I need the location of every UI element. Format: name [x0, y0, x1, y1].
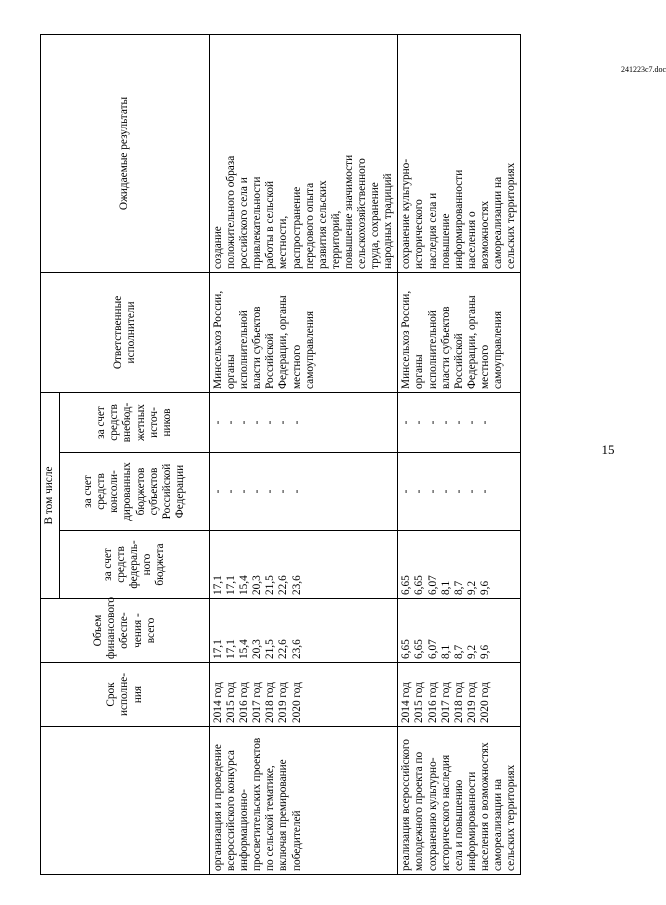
header-row-1	[41, 34, 60, 874]
regional-value: -	[465, 489, 478, 494]
total-value: 21,5	[264, 639, 277, 659]
page-number: 15	[601, 442, 615, 457]
total-value: 17,1	[212, 639, 224, 659]
cell-total	[210, 599, 398, 663]
extrabudget-value: -	[264, 420, 277, 425]
cell-executors	[210, 272, 398, 392]
header-extrabudget: за счет средств внебюд-жетных источ-ников	[60, 392, 210, 452]
cell-results	[398, 34, 521, 272]
text-line: исторического наследия	[439, 754, 452, 871]
text-line: информированности	[465, 771, 478, 871]
text-line: возможностях	[478, 200, 491, 269]
text-line: Российской	[452, 333, 465, 389]
total-value: 9,2	[465, 644, 478, 659]
extrabudget-value: -	[277, 420, 290, 425]
text-line: Минсельхоз России,	[400, 290, 413, 389]
text-line: молодежного проекта по	[413, 751, 426, 871]
text-line: сельских территориях	[505, 764, 518, 871]
regional-value: -	[264, 489, 277, 494]
text-line: российского села и	[238, 177, 251, 269]
text-line: самореализации на	[491, 176, 504, 269]
text-line: по сельской тематике,	[264, 765, 277, 871]
regional-value: -	[478, 489, 491, 494]
regional-value: -	[400, 489, 413, 494]
text-line: органы	[413, 354, 426, 389]
header-results: Ожидаемые результаты	[41, 34, 210, 272]
year-value: 2017 год	[439, 682, 452, 723]
file-footer: 241223c7.doc	[621, 65, 666, 74]
total-value: 20,3	[251, 639, 264, 659]
text-line: включая премирование	[277, 759, 290, 871]
cell-extrabudget	[210, 392, 398, 452]
total-value: 9,6	[478, 644, 491, 659]
text-line: положительного образа	[225, 155, 238, 269]
federal-value: 15,4	[238, 575, 251, 595]
cell-years	[210, 663, 398, 727]
total-value: 6,65	[400, 639, 413, 659]
extrabudget-value: -	[465, 420, 478, 425]
federal-value: 20,3	[251, 575, 264, 595]
text-line: народных традиций	[382, 173, 395, 269]
year-value: 2014 год	[212, 682, 224, 723]
year-value: 2018 год	[264, 682, 277, 723]
text-line: самореализации на	[491, 778, 504, 871]
year-value: 2016 год	[238, 682, 251, 723]
header-period: Срок исполне-ния	[41, 663, 210, 727]
text-line: информационно-	[238, 789, 251, 871]
text-line: информированности	[452, 169, 465, 269]
extrabudget-value: -	[439, 420, 452, 425]
cell-total	[398, 599, 521, 663]
cell-executors	[398, 272, 521, 392]
text-line: исполнительной	[426, 310, 439, 389]
regional-value: -	[426, 489, 439, 494]
text-line: распространение	[290, 186, 303, 269]
header-including: В том числе	[41, 392, 60, 598]
total-value: 8,1	[439, 644, 452, 659]
federal-value: 17,1	[212, 575, 224, 595]
text-line: работы в сельской	[264, 180, 277, 269]
extrabudget-value: -	[413, 420, 426, 425]
federal-value: 21,5	[264, 575, 277, 595]
text-line: повышение	[439, 213, 452, 269]
header-total: Объем финансового обеспе-чения - всего	[41, 599, 210, 663]
year-value: 2019 год	[277, 682, 290, 723]
federal-value: 17,1	[225, 575, 238, 595]
year-value: 2017 год	[251, 682, 264, 723]
extrabudget-value: -	[290, 420, 303, 425]
text-line: сохранению культурно-	[426, 757, 439, 871]
text-line: села и повышению	[452, 779, 465, 871]
federal-value: 6,65	[413, 575, 426, 595]
program-table	[40, 34, 521, 875]
text-line: исторического	[413, 199, 426, 269]
cell-activity	[398, 727, 521, 875]
text-line: Федерации, органы	[277, 295, 290, 389]
federal-value: 22,6	[277, 575, 290, 595]
text-line: территорий,	[329, 210, 342, 269]
text-line: Российской	[264, 333, 277, 389]
regional-value: -	[277, 489, 290, 494]
total-value: 17,1	[225, 639, 238, 659]
total-value: 8,7	[452, 644, 465, 659]
table-row	[398, 34, 521, 874]
total-value: 15,4	[238, 639, 251, 659]
regional-value: -	[290, 489, 303, 494]
header-executors: Ответственные исполнители	[41, 272, 210, 392]
text-line: организация и проведение	[212, 744, 224, 871]
total-value: 22,6	[277, 639, 290, 659]
regional-value: -	[413, 489, 426, 494]
extrabudget-value: -	[452, 420, 465, 425]
cell-federal	[210, 531, 398, 599]
text-line: населения о	[465, 211, 478, 269]
federal-value: 6,07	[426, 575, 439, 595]
federal-value: 6,65	[400, 575, 413, 595]
text-line: победителей	[290, 810, 303, 871]
federal-value: 9,2	[465, 580, 478, 595]
text-line: Минсельхоз России,	[212, 290, 224, 389]
year-value: 2020 год	[290, 682, 303, 723]
extrabudget-value: -	[478, 420, 491, 425]
text-line: самоуправления	[491, 310, 504, 389]
extrabudget-value: -	[212, 420, 224, 425]
federal-value: 23,6	[290, 575, 303, 595]
text-line: развития сельских	[316, 180, 329, 269]
regional-value: -	[452, 489, 465, 494]
regional-value: -	[225, 489, 238, 494]
text-line: власти субъектов	[251, 306, 264, 389]
extrabudget-value: -	[400, 420, 413, 425]
text-line: труда, сохранение	[369, 182, 382, 269]
extrabudget-value: -	[225, 420, 238, 425]
text-line: сохранение культурно-	[400, 158, 413, 269]
cell-years	[398, 663, 521, 727]
text-line: Федерации, органы	[465, 295, 478, 389]
header-federal: за счет средств федераль-ного бюджета	[60, 531, 210, 599]
year-value: 2014 год	[400, 682, 413, 723]
text-line: всероссийского конкурса	[225, 750, 238, 871]
table-row	[210, 34, 398, 874]
text-line: наследия села и	[426, 192, 439, 269]
total-value: 23,6	[290, 639, 303, 659]
year-value: 2015 год	[225, 682, 238, 723]
year-value: 2016 год	[426, 682, 439, 723]
header-activity	[41, 727, 210, 875]
federal-value: 8,1	[439, 580, 452, 595]
text-line: сельских территориях	[505, 162, 518, 269]
cell-regional	[210, 453, 398, 531]
header-regional: за счет средств консоли-дированных бюджетов субъектов Российской Федерации	[60, 453, 210, 531]
text-line: просветительских проектов	[251, 737, 264, 871]
federal-value: 9,6	[478, 580, 491, 595]
cell-regional	[398, 453, 521, 531]
extrabudget-value: -	[426, 420, 439, 425]
year-value: 2020 год	[478, 682, 491, 723]
text-line: привлекательности	[251, 176, 264, 269]
text-line: местного	[290, 344, 303, 389]
year-value: 2018 год	[452, 682, 465, 723]
total-value: 6,07	[426, 639, 439, 659]
year-value: 2015 год	[413, 682, 426, 723]
cell-results	[210, 34, 398, 272]
regional-value: -	[238, 489, 251, 494]
extrabudget-value: -	[238, 420, 251, 425]
text-line: местного	[478, 344, 491, 389]
text-line: органы	[225, 354, 238, 389]
text-line: повышение значимости	[342, 154, 355, 269]
cell-extrabudget	[398, 392, 521, 452]
text-line: населения о возможностях	[478, 742, 491, 871]
text-line: самоуправления	[303, 310, 316, 389]
text-line: местности,	[277, 215, 290, 269]
cell-activity	[210, 727, 398, 875]
text-line: передового опыта	[303, 182, 316, 269]
federal-value: 8,7	[452, 580, 465, 595]
extrabudget-value: -	[251, 420, 264, 425]
total-value: 6,65	[413, 639, 426, 659]
text-line: сельскохозяйственного	[356, 158, 369, 269]
year-value: 2019 год	[465, 682, 478, 723]
text-line: реализация всероссийского	[400, 739, 413, 871]
text-line: исполнительной	[238, 310, 251, 389]
regional-value: -	[212, 489, 224, 494]
regional-value: -	[439, 489, 452, 494]
cell-federal	[398, 531, 521, 599]
regional-value: -	[251, 489, 264, 494]
text-line: создание	[212, 226, 224, 269]
text-line: власти субъектов	[439, 306, 452, 389]
